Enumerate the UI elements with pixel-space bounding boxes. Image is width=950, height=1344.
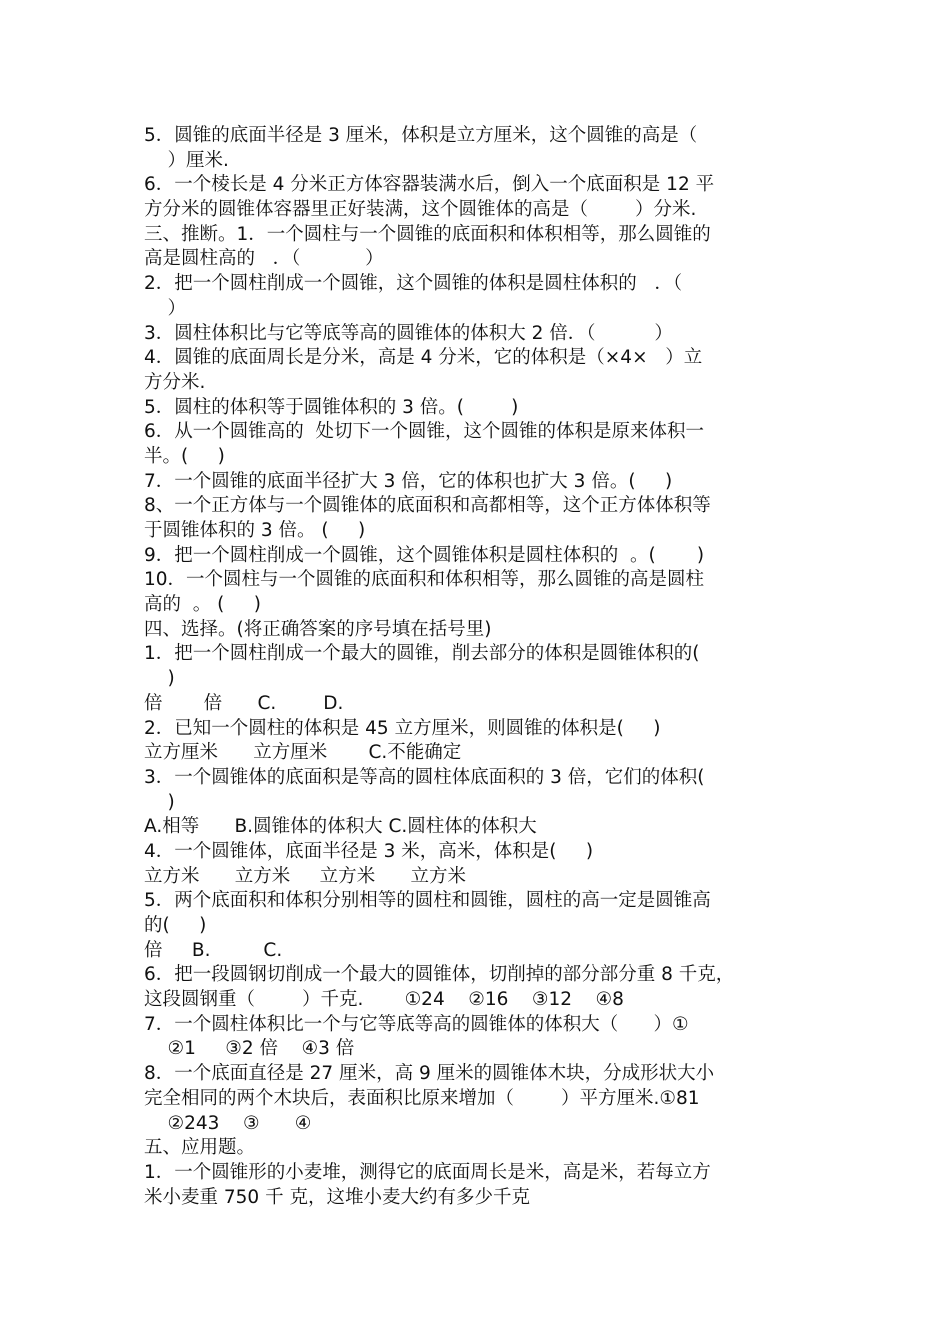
text-line: 6．把一段圆钢切削成一个最大的圆锥体，切削掉的部分部分重 8 千克， [144,964,735,986]
text-line: 3．一个圆锥体的底面积是等高的圆柱体底面积的 3 倍，它们的体积( [144,766,705,788]
text-line: 四、选择。(将正确答案的序号填在括号里) [144,618,492,640]
text-line: ）厘米. [144,149,229,171]
document-body [144,124,814,1210]
text-line: 6．一个棱长是 4 分米正方体容器装满水后，倒入一个底面积是 12 平 [144,174,715,196]
text-line: 五、应用题。 [144,1137,256,1159]
text-line: 8、一个正方体与一个圆锥体的底面积和高都相等，这个正方体体积等 [144,495,711,517]
text-line: 半。( ) [144,445,225,467]
text-line: 高是圆柱高的 ．（ ） [144,248,384,270]
text-line: 2．把一个圆柱削成一个圆锥，这个圆锥的体积是圆柱体积的 ．（ [144,273,683,295]
text-line: 米小麦重 750 千 克，这堆小麦大约有多少千克 [144,1186,530,1208]
text-line: ） [144,297,187,319]
text-line: 6．从一个圆锥高的 处切下一个圆锥，这个圆锥的体积是原来体积一 [144,421,705,443]
text-line: 立方厘米 立方厘米 C.不能确定 [144,742,462,764]
text-line: ②243 ③ ④ [144,1112,312,1134]
text-line: ) [144,791,175,813]
text-line: 方分米. [144,371,206,393]
text-line: 5．两个底面积和体积分别相等的圆柱和圆锥，圆柱的高一定是圆锥高 [144,890,711,912]
text-line: 9．把一个圆柱削成一个圆锥，这个圆锥体积是圆柱体积的 。( ) [144,544,705,566]
text-line: 立方米 立方米 立方米 立方米 [144,865,466,887]
text-line: 这段圆钢重（ ）千克. ①24 ②16 ③12 ④8 [144,989,624,1011]
text-line: 5．圆柱的体积等于圆锥体积的 3 倍。( ) [144,396,519,418]
text-line: 三、推断。1．一个圆柱与一个圆锥的底面积和体积相等，那么圆锥的 [144,223,711,245]
text-line: 8．一个底面直径是 27 厘米，高 9 厘米的圆锥体木块，分成形状大小 [144,1063,715,1085]
text-line: 倍 B. C. [144,939,283,961]
text-line: A.相等 B.圆锥体的体积大 C.圆柱体的体积大 [144,816,537,838]
text-line: 4．圆锥的底面周长是分米，高是 4 分米，它的体积是（×4× ）立 [144,347,703,369]
text-line: 7．一个圆柱体积比一个与它等底等高的圆锥体的体积大（ ）① [144,1013,689,1035]
text-line: 5．圆锥的底面半径是 3 厘米，体积是立方厘米，这个圆锥的高是（ [144,125,698,146]
text-line: 1．一个圆锥形的小麦堆，测得它的底面周长是米，高是米，若每立方 [144,1161,711,1183]
text-line: 3．圆柱体积比与它等底等高的圆锥体的体积大 2 倍．（ ） [144,322,673,344]
text-line: 7．一个圆锥的底面半径扩大 3 倍，它的体积也扩大 3 倍。( ) [144,470,673,492]
text-line: 方分米的圆锥体容器里正好装满，这个圆锥体的高是（ ）分米. [144,199,697,221]
text-line: 1．把一个圆柱削成一个最大的圆锥，削去部分的体积是圆锥体积的( [144,643,700,665]
text-line: 2．已知一个圆柱的体积是 45 立方厘米，则圆锥的体积是( ) [144,717,661,739]
text-line: 于圆锥体积的 3 倍。 ( ) [144,520,366,541]
text-line: ②1 ③2 倍 ④3 倍 [144,1038,355,1060]
text-line: 4．一个圆锥体，底面半径是 3 米，高米，体积是( ) [144,840,594,862]
text-line: ) [144,668,175,690]
text-line: 完全相同的两个木块后，表面积比原来增加（ ）平方厘米.①81 [144,1087,700,1109]
text-line: 倍 倍 C. D. [144,692,344,714]
text-line: 高的 。 ( ) [144,594,261,616]
text-line: 10．一个圆柱与一个圆锥的底面积和体积相等，那么圆锥的高是圆柱 [144,569,705,591]
text-line: 的( ) [144,915,207,936]
